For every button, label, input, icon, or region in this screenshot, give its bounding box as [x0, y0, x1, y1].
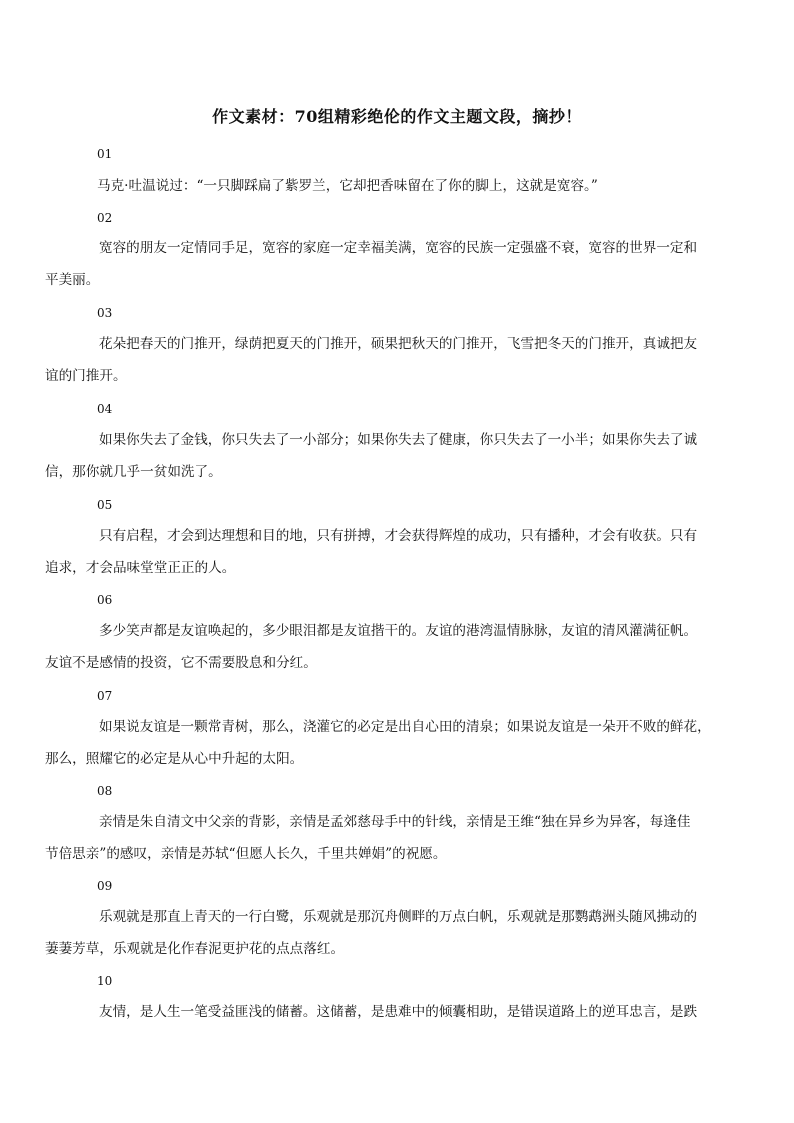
section-number: 05: [97, 498, 113, 512]
section-number: 06: [97, 593, 113, 607]
paragraph-line: 萋萋芳草，乐观就是化作春泥更护花的点点落红。: [45, 941, 345, 957]
paragraph-line: 追求，才会品味堂堂正正的人。: [45, 560, 236, 576]
section-paragraph: [45, 806, 724, 870]
paragraph-line: 马克·吐温说过：“一只脚踩扁了紫罗兰，它却把香味留在了你的脚上，这就是宽容。”: [97, 178, 598, 194]
paragraph-line: 那么，照耀它的必定是从心中升起的太阳。: [45, 751, 304, 767]
section-paragraph: [45, 328, 724, 392]
section-paragraph: [45, 520, 724, 584]
section-number: 04: [97, 402, 113, 416]
paragraph-line: 亲情是朱自清文中父亲的背影，亲情是孟郊慈母手中的针线，亲情是王维“独在异乡为异客，每逢佳: [99, 814, 691, 830]
paragraph-line: 如果你失去了金钱，你只失去了一小部分；如果你失去了健康，你只失去了一小半；如果你失去了诚: [99, 432, 698, 448]
paragraph-line: 友情，是人生一笔受益匪浅的储蓄。这储蓄，是患难中的倾囊相助，是错误道路上的逆耳忠言，是跌: [99, 1004, 698, 1020]
section-number: 03: [97, 306, 113, 320]
section-paragraph: [45, 232, 724, 296]
paragraph-line: 只有启程，才会到达理想和目的地，只有拼搏，才会获得辉煌的成功，只有播种，才会有收获。只有: [99, 528, 698, 544]
paragraph-line: 花朵把春天的门推开，绿荫把夏天的门推开，硕果把秋天的门推开，飞雪把冬天的门推开，真诚把友: [99, 336, 698, 352]
section-number: 01: [97, 147, 113, 161]
paragraph-line: 如果说友谊是一颗常青树，那么，浇灌它的必定是出自心田的清泉；如果说友谊是一朵开不败的鲜花，: [99, 719, 711, 735]
paragraph-line: 宽容的朋友一定情同手足，宽容的家庭一定幸福美满，宽容的民族一定强盛不衰，宽容的世界一定和: [99, 240, 698, 256]
section-paragraph: [45, 615, 724, 679]
paragraph-line: 多少笑声都是友谊唤起的，多少眼泪都是友谊揩干的。友谊的港湾温情脉脉，友谊的清风灌满征帆。: [99, 623, 698, 639]
section-number: 02: [97, 211, 113, 225]
paragraph-line: 节倍思亲”的感叹，亲情是苏轼“但愿人长久，千里共婵娟”的祝愿。: [45, 846, 447, 862]
section-paragraph: [45, 901, 724, 965]
section-number: 09: [97, 879, 113, 893]
paragraph-line: 信，那你就几乎一贫如洗了。: [45, 464, 222, 480]
section-paragraph: [45, 711, 724, 775]
paragraph-line: 平美丽。: [45, 272, 100, 288]
section-paragraph: [72, 996, 724, 1028]
section-number: 08: [97, 784, 113, 798]
paragraph-line: 谊的门推开。: [45, 368, 127, 384]
section-paragraph: [97, 170, 724, 202]
paragraph-line: 友谊不是感情的投资，它不需要股息和分红。: [45, 655, 317, 671]
paragraph-line: 乐观就是那直上青天的一行白鹭，乐观就是那沉舟侧畔的万点白帆，乐观就是那鹦鹉洲头随风拂动的: [99, 909, 698, 925]
section-paragraph: [45, 424, 724, 488]
document-title: 作文素材：70组精彩绝伦的作文主题文段，摘抄！: [212, 107, 582, 126]
section-number: 10: [97, 974, 113, 988]
section-number: 07: [97, 689, 113, 703]
